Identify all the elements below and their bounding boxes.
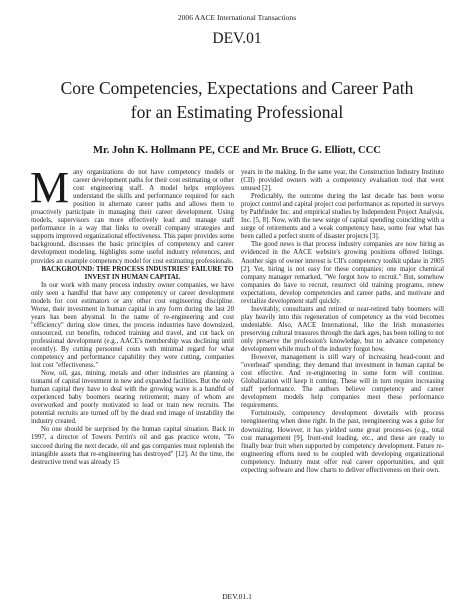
body-paragraph: No one should be surprised by the human capital situation. Back in 1997, a director of Towers Perrin's oil and gas practice wrote, "To succeed during the next decade, oil and gas companies must replenish the intangible assets that re-engineering has destroyed" [12]. At the time, the destructive trend was already 15 — [31, 426, 234, 466]
title-line-1: Core Competencies, Expectations and Career Path — [60, 78, 414, 98]
abstract-paragraph — [30, 163, 234, 266]
title-line-2: for an Estimating Professional — [130, 102, 344, 122]
body-paragraph: Predictably, the outcome during the last decade has been worse project control and capital project cost performance as reported in surveys by Pathfinder Inc. and empirical studies by Independent Project Analysis, Inc. [5, 8]. Now, with the new surge of capital spending coinciding with a surge of retirements and a weak competency base, some fear what has been called a perfect storm of disaster projects [3]. — [241, 193, 444, 241]
paper-id: DEV.01 — [212, 30, 262, 47]
body-paragraph: Inevitably, consultants and retired or near-retired baby boomers will play heavily into this regeneration of competency as the void becomes undeniable. Also, AACE International, like the Irish monasteries preserving cultural treasures through the dark ages, has been toiling to not only preserve the profession's knowledge, but to advance competency development while much of the industry forgot how. — [241, 305, 444, 354]
paper-title — [30, 76, 444, 124]
body-paragraph: In our work with many process industry owner companies, we have only seen a handful that have any competency or career development models for cost estimators or any other cost engineering discipline. Worse, their investment in human capital in any form during the last 20 years has been abysmal. In the name of re-engineering and cost "efficiency" during slow times, the process industries have downsized, outsourced, cut benefits, reduced training and travel, and cut back on professional development (e.g., AACE's membership was declining until recently). By cutting personnel costs with minimal regard for what competency and performance capability they were cutting, companies lost cost "effectiveness." — [31, 281, 234, 370]
proceedings-header: 2006 AACE International Transactions — [177, 13, 297, 22]
body-paragraph: Fortuitously, competency development dovetails with process reengineering when done right. In the past, reengineering was a guise for downsizing. However, it has yielded some great process-es (e.g., total cost management [9], front-end loading, etc., and these are ready to finally bear fruit when supported by competency development. Future re-engineering efforts need to be coupled with developing organizational competency. Industry must offer real career opportunities, and quit expecting software and flow charts to deliver effectiveness on their own. — [241, 410, 444, 474]
left-column — [30, 163, 234, 467]
page-number: DEV.01.1 — [222, 592, 252, 601]
body-paragraph: years in the making. In the same year, the Construction Industry Institute (CII) provided owners with a competency evaluation tool that went unused [2]. — [241, 169, 444, 193]
body-paragraph: The good news is that process industry companies are now hiring as evidenced in the AACE website's growing positions offered listings. Another sign of owner interest is CII's competency toolkit update in 2005 [2]. Yet, hiring is not easy for these companies; one major chemical company manager remarked, "We forgot how to recruit." But, somehow companies do have to recruit, resurrect old training programs, renew expectations, develop competencies and career paths, and motivate and revitalize development staff quickly. — [241, 241, 444, 305]
body-paragraph: However, management is still wary of increasing head-count and "overhead" spending; they demand that investment in human capital be cost effective. And re-engineering in some form will continue. Globalization will keep it coming. These will in turn require increasing staff performance. The authors believe competency and career development models help companies meet these performance requirements. — [241, 354, 444, 410]
drop-cap: M — [30, 163, 70, 212]
body-paragraph: Now, oil, gas, mining, metals and other industries are planning a tsunami of capital investment in new and expanded facilities. But the only human capital they have to deal with the growing wave is a handful of experienced baby boomers nearing retirement; many of whom are overworked and poorly motivated to lead or train new recruits. The potential recruits are turned off by the dead end image of instability the industry created. — [31, 370, 234, 426]
right-column — [241, 169, 444, 475]
section-heading: BACKGROUND: THE PROCESS INDUSTRIES' FAILURE TO INVEST IN HUMAN CAPITAL — [41, 265, 234, 281]
authors: Mr. John K. Hollmann PE, CCE and Mr. Bruce G. Elliott, CCC — [93, 145, 381, 156]
abstract-text: any organizations do not have competency models or career development paths for their cost estimating or other cost engineering staff. A model helps employees understand the skills and performance required for each position in alternate career paths and allows them to proactively participate in managing their career development. Using models, supervisors can more effectively lead and manage staff performance in a way that links to overall company strategies and supports improved organizational effectiveness. This paper provides some background, discusses the basic principles of competency and career development modeling, highlights some useful industry references, and provides an example competency model for cost estimating professionals. — [31, 169, 234, 265]
